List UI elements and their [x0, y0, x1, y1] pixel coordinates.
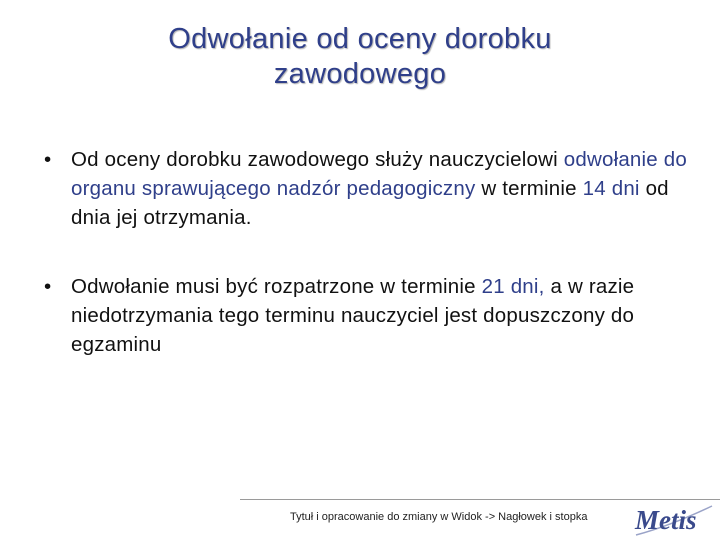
bullet-highlight: odwołanie do organu sprawującego nadzór pedagogiczny — [71, 148, 687, 200]
logo-text: Metis — [635, 505, 697, 535]
slide-title-line-1: Odwołanie od oceny dorobku — [168, 23, 552, 55]
slide-title-line-2: zawodowego — [273, 58, 447, 90]
bullet-highlight: 14 dni — [582, 177, 640, 200]
metis-logo — [630, 500, 715, 538]
bullet-item — [44, 145, 694, 232]
bullet-text-part: a w razie niedotrzymania tego terminu nauczyciel jest dopuszczony do egzaminu — [71, 275, 635, 356]
slide-title — [0, 22, 720, 92]
bullet-text-part: Odwołanie musi być rozpatrzone w terminie — [71, 275, 482, 298]
footer-text: Tytuł i opracowanie do zmiany w Widok -> Nagłowek i stopka — [290, 511, 588, 523]
bullet-text — [71, 148, 687, 229]
bullet-text-part: Od oceny dorobku zawodowego służy nauczycielowi — [71, 148, 564, 171]
bullet-text-part: od dnia jej otrzymania. — [71, 177, 669, 229]
bullet-item — [44, 272, 694, 359]
bullet-text-part: w terminie — [475, 177, 583, 200]
bullet-list — [44, 145, 694, 359]
bullet-highlight: 21 dni, — [481, 275, 545, 298]
bullet-text — [71, 275, 634, 356]
bullet-marker: • — [44, 148, 52, 171]
bullet-marker: • — [44, 275, 52, 298]
